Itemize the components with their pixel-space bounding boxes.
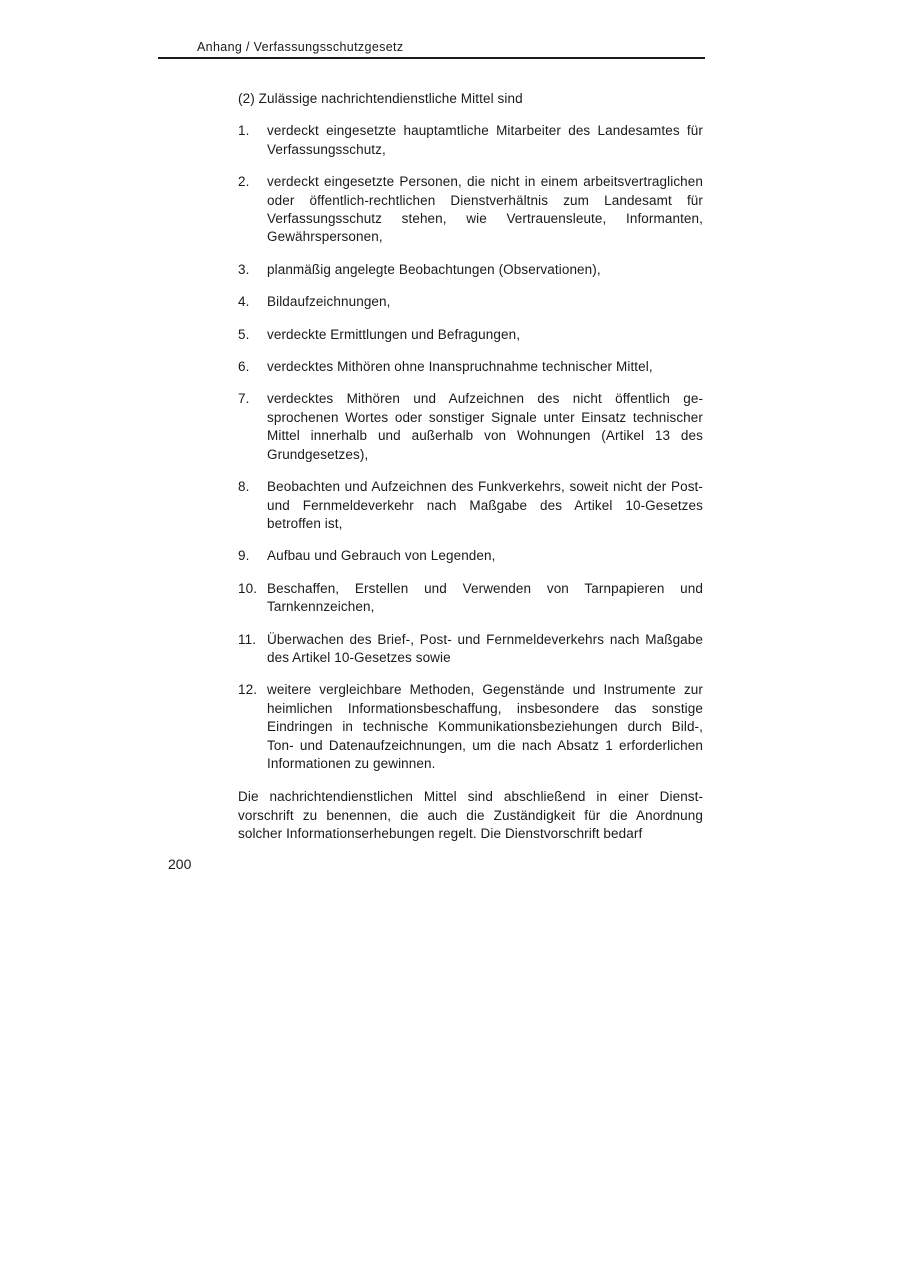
list-item: [238, 261, 703, 279]
list-item-text: Beschaffen, Erstellen und Verwenden von Tarnpapieren und Tarnkennzeichen,: [267, 580, 703, 615]
running-header: Anhang / Verfassungsschutzgesetz: [197, 40, 404, 54]
intro-paragraph: (2) Zulässige nachrichtendienstliche Mittel sind: [238, 91, 523, 106]
list-item-text: verdecktes Mithören ohne Inanspruchnahme technischer Mittel,: [267, 359, 653, 375]
header-rule: [158, 57, 705, 59]
list-item-text: verdeckt eingesetzte Personen, die nicht in einem arbeitsvertraglichen oder öffentlich-rechtlichen Dienstverhältnis zum Landesamt für Verfassungsschutz stehen, wie Vertrauensleute, Informanten, Gewährspersonen,: [267, 174, 703, 245]
list-item-text: verdecktes Mithören und Aufzeichnen des nicht öffentlich gesprochenen Wortes oder sonstiger Signale unter Einsatz technischer Mittel innerhalb und außerhalb von Wohnungen (Artikel 13 des Grundgesetzes),: [267, 391, 703, 462]
list-item-number: 6.: [238, 359, 250, 375]
page-number: 200: [168, 856, 192, 872]
list-item: [238, 173, 703, 247]
list-item-text: planmäßig angelegte Beobachtungen (Observationen),: [267, 261, 601, 277]
list-item-number: 4.: [238, 294, 250, 310]
list-item: [238, 293, 703, 311]
closing-paragraph: Die nachrichtendienstlichen Mittel sind abschließend in einer Dienstvorschrift zu benennen, die auch die Zuständigkeit für die Anordnung solcher Informationserhebungen regelt. Die Dienstvorschrift bedarf: [238, 789, 703, 842]
list-item-text: Überwachen des Brief-, Post- und Fernmeldeverkehrs nach Maßgabe des Artikel 10-Gesetzes sowie: [267, 631, 703, 665]
list-item-number: 3.: [238, 261, 250, 277]
list-item: [238, 478, 703, 533]
list-item: [238, 580, 703, 617]
list-item-number: 2.: [238, 174, 250, 190]
list-item: [238, 122, 703, 159]
list-item-text: Aufbau und Gebrauch von Legenden,: [267, 548, 496, 564]
list-item-number: 10.: [238, 580, 258, 596]
list-item-text: Bildaufzeichnungen,: [267, 294, 391, 310]
list-item-text: weitere vergleichbare Methoden, Gegenstände und Instrumente zur heimlichen Informationsbeschaffung, insbesondere das sonstige Eindringen in technische Kommunikationsbeziehungen durch Bild-, Ton- und Datenaufzeichnungen, um die nach Absatz 1 erforderlichen Informationen zu gewinnen.: [267, 682, 703, 771]
list-item-text: verdeckt eingesetzte hauptamtliche Mitarbeiter des Landesamtes für Verfassungsschutz,: [267, 123, 703, 157]
list-item-number: 11.: [238, 631, 257, 647]
list-item: [238, 547, 703, 565]
list-item-number: 7.: [238, 391, 250, 407]
list-item-text: verdeckte Ermittlungen und Befragungen,: [267, 326, 521, 342]
list-item: [238, 631, 703, 668]
list-item: [238, 681, 703, 773]
list-item: [238, 358, 703, 376]
body-text: [238, 90, 703, 857]
list-item-number: 9.: [238, 548, 250, 564]
list-item-number: 8.: [238, 479, 250, 495]
list-item-number: 1.: [238, 123, 250, 139]
list-item: [238, 390, 703, 464]
list-item-number: 5.: [238, 326, 250, 342]
list-item: [238, 326, 703, 344]
list-item-text: Beobachten und Aufzeichnen des Funkverkehrs, soweit nicht der Post- und Fernmeldeverkehr nach Maßgabe des Artikel 10-Gesetzes betroffen ist,: [267, 479, 703, 531]
list-item-number: 12.: [238, 682, 258, 698]
